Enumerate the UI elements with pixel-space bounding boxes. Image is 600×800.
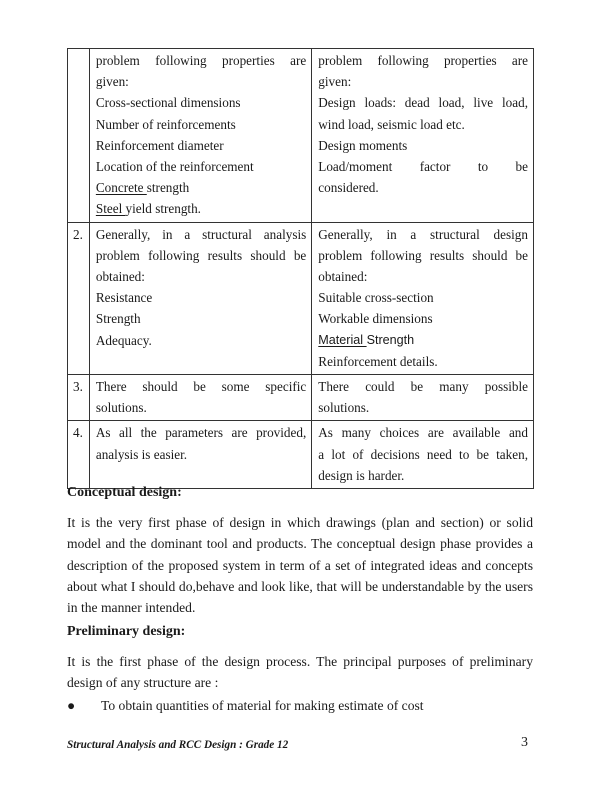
preliminary-design-heading: Preliminary design: [67,624,186,639]
row-number: 4. [68,421,90,489]
design-cell-line: problem following properties are [318,53,528,68]
preliminary-design-paragraph: It is the first phase of the design process. The principal purposes of preliminary design of any structure are : [67,654,533,691]
bullet-text: To obtain quantities of material for making estimate of cost [101,698,424,713]
design-cell [312,49,534,223]
analysis-cell-line: Reinforcement diameter [95,137,224,153]
design-cell-line: Suitable cross-section [318,290,434,306]
line-rest: Strength [366,332,415,347]
line-rest: strength [146,180,190,196]
design-cell-line: a lot of decisions need to be taken, [318,446,528,462]
analysis-cell-line: There should be some specific [95,379,307,395]
analysis-cell-line: Location of the reinforcement [95,159,254,175]
analysis-cell [89,49,311,223]
design-cell-line: obtained: [318,269,368,285]
underlined-term: Concrete [95,180,147,196]
design-cell-line: design is harder. [318,467,405,483]
design-cell-line: Design loads: dead load, live load, [318,95,528,111]
analysis-cell-line: Cross-sectional dimensions [95,95,241,111]
row-number: 3. [68,375,90,421]
analysis-cell-line [96,177,306,198]
underlined-term: Material [318,332,367,347]
analysis-cell [89,222,311,374]
row-number: 2. [68,222,90,374]
design-cell-line: As many choices are available and [318,425,528,441]
design-cell-line: Load/moment factor to be [318,159,528,175]
analysis-cell-line: Resistance [95,290,153,306]
analysis-cell-line: Number of reinforcements [95,116,236,132]
conceptual-design-paragraph: It is the very first phase of design in which drawings (plan and section) or solid model and the dominant tool and products. The conceptual design phase provides a description of the proposed system in term of a set of integrated ideas and concepts about what I should do,behave and look like, that will be understandable by the users in the manner intended. [67,515,533,616]
table-row [68,375,534,421]
analysis-cell-line: Adequacy. [95,332,152,348]
design-cell-line [318,330,528,351]
design-cell-line: wind load, seismic load etc. [318,116,465,132]
line-rest: yield strength. [125,201,201,217]
analysis-cell-line: Strength [95,311,141,327]
design-cell-line: Reinforcement details. [318,353,438,369]
analysis-cell-line: problem following results should be [95,247,307,263]
conceptual-design-heading: Conceptual design: [67,485,182,500]
bullet-dot-icon: ● [67,698,76,713]
underlined-term: Steel [95,201,126,217]
analysis-cell-line: Generally, in a structural analysis [95,226,307,242]
design-cell [312,421,534,489]
analysis-cell-line: analysis is easier. [95,446,188,462]
table-row [68,49,534,223]
design-cell-line: given: [318,74,352,90]
table-row [68,222,534,374]
analysis-cell-line: problem following properties are [95,53,307,68]
design-cell-line: Design moments [318,137,408,153]
page-number: 3 [521,735,528,750]
analysis-cell [89,375,311,421]
design-cell-line: Generally, in a structural design [318,226,528,242]
analysis-cell-line: As all the parameters are provided, [95,425,307,441]
analysis-cell [89,421,311,489]
table-row [68,421,534,489]
design-cell-line: solutions. [318,400,370,416]
analysis-cell-line: obtained: [95,269,145,285]
row-number [68,49,90,223]
design-cell-line: Workable dimensions [318,311,433,327]
analysis-cell-line [96,198,306,219]
comparison-table [67,48,534,489]
footer-title: Structural Analysis and RCC Design : Grade 12 [67,739,289,751]
design-cell [312,375,534,421]
design-cell-line: problem following results should be [318,247,528,263]
design-cell-line: There could be many possible [318,379,528,395]
analysis-cell-line: given: [95,74,129,90]
design-cell [312,222,534,374]
design-cell-line: considered. [318,180,379,196]
analysis-cell-line: solutions. [95,400,147,416]
bullet-item [67,698,424,714]
